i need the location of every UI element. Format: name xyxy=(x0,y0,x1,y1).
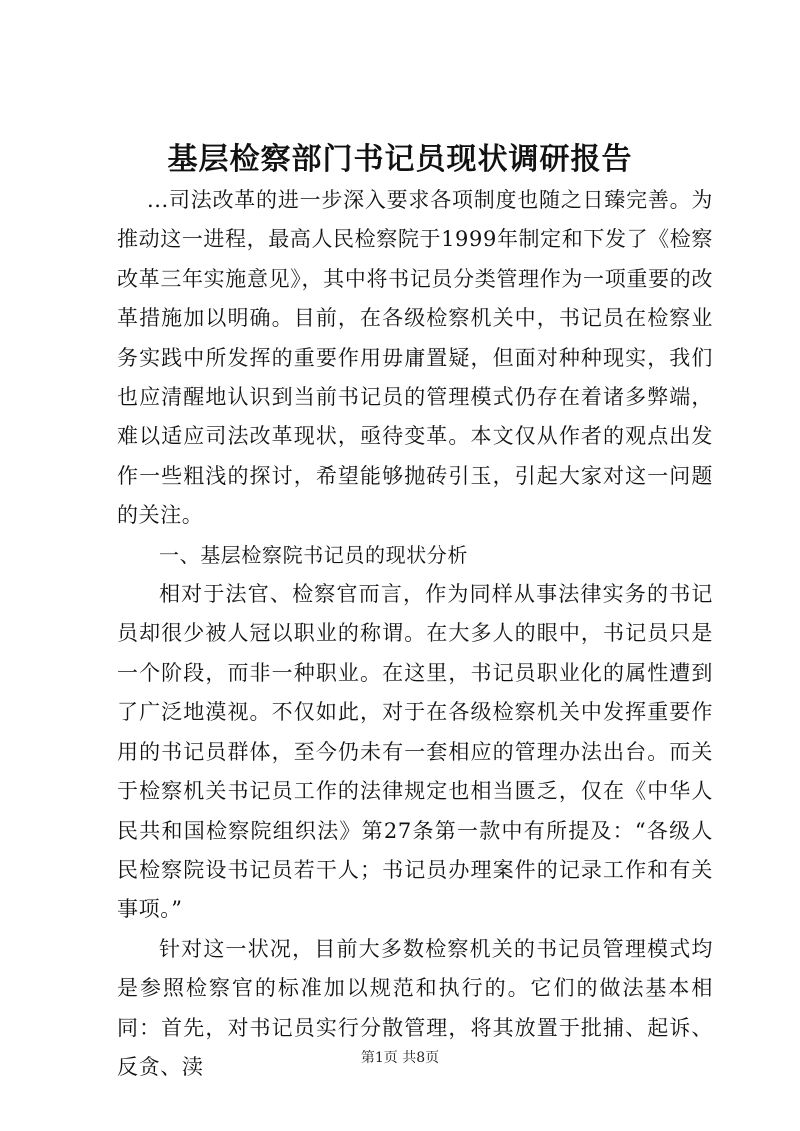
section-heading: 一、基层检察院书记员的现状分析 xyxy=(159,542,468,567)
paragraph-intro: ...司法改革的进一步深入要求各项制度也随之日臻完善。为推动这一进程，最高人民检察院于1999年制定和下发了《检察改革三年实施意见》，其中将书记员分类管理作为一项重要的改革措施加以明确。目前，在各级检察机关中，书记员在检察业务实践中所发挥的重要作用毋庸置疑，但面对种种现实，我们也应清醒地认识到当前书记员的管理模式仍存在着诸多弊端，难以适应司法改革现状，亟待变革。本文仅从作者的观点出发作一些粗浅的探讨，希望能够抛砖引玉，引起大家对这一问题的关注。 xyxy=(117,188,713,528)
document-title: 基层检察部门书记员现状调研报告 xyxy=(167,142,633,177)
page-footer: 第1页 共8页 xyxy=(360,1050,440,1066)
paragraph-management: 针对这一状况，目前大多数检察机关的书记员管理模式均是参照检察官的标准加以规范和执行的。它们的做法基本相同：首先，对书记员实行分散管理，将其放置于批捕、起诉、反贪、渎 xyxy=(117,936,713,1079)
document-body xyxy=(117,181,713,1087)
paragraph-status: 相对于法官、检察官而言，作为同样从事法律实务的书记员却很少被人冠以职业的称谓。在大多人的眼中，书记员只是一个阶段，而非一种职业。在这里，书记员职业化的属性遭到了广泛地漠视。不仅如此，对于在各级检察机关中发挥重要作用的书记员群体，至今仍未有一套相应的管理办法出台。而关于检察机关书记员工作的法律规定也相当匮乏，仅在《中华人民共和国检察院组织法》第27条第一款中有所提及：“各级人民检察院设书记员若干人；书记员办理案件的记录工作和有关事项。” xyxy=(117,582,713,922)
